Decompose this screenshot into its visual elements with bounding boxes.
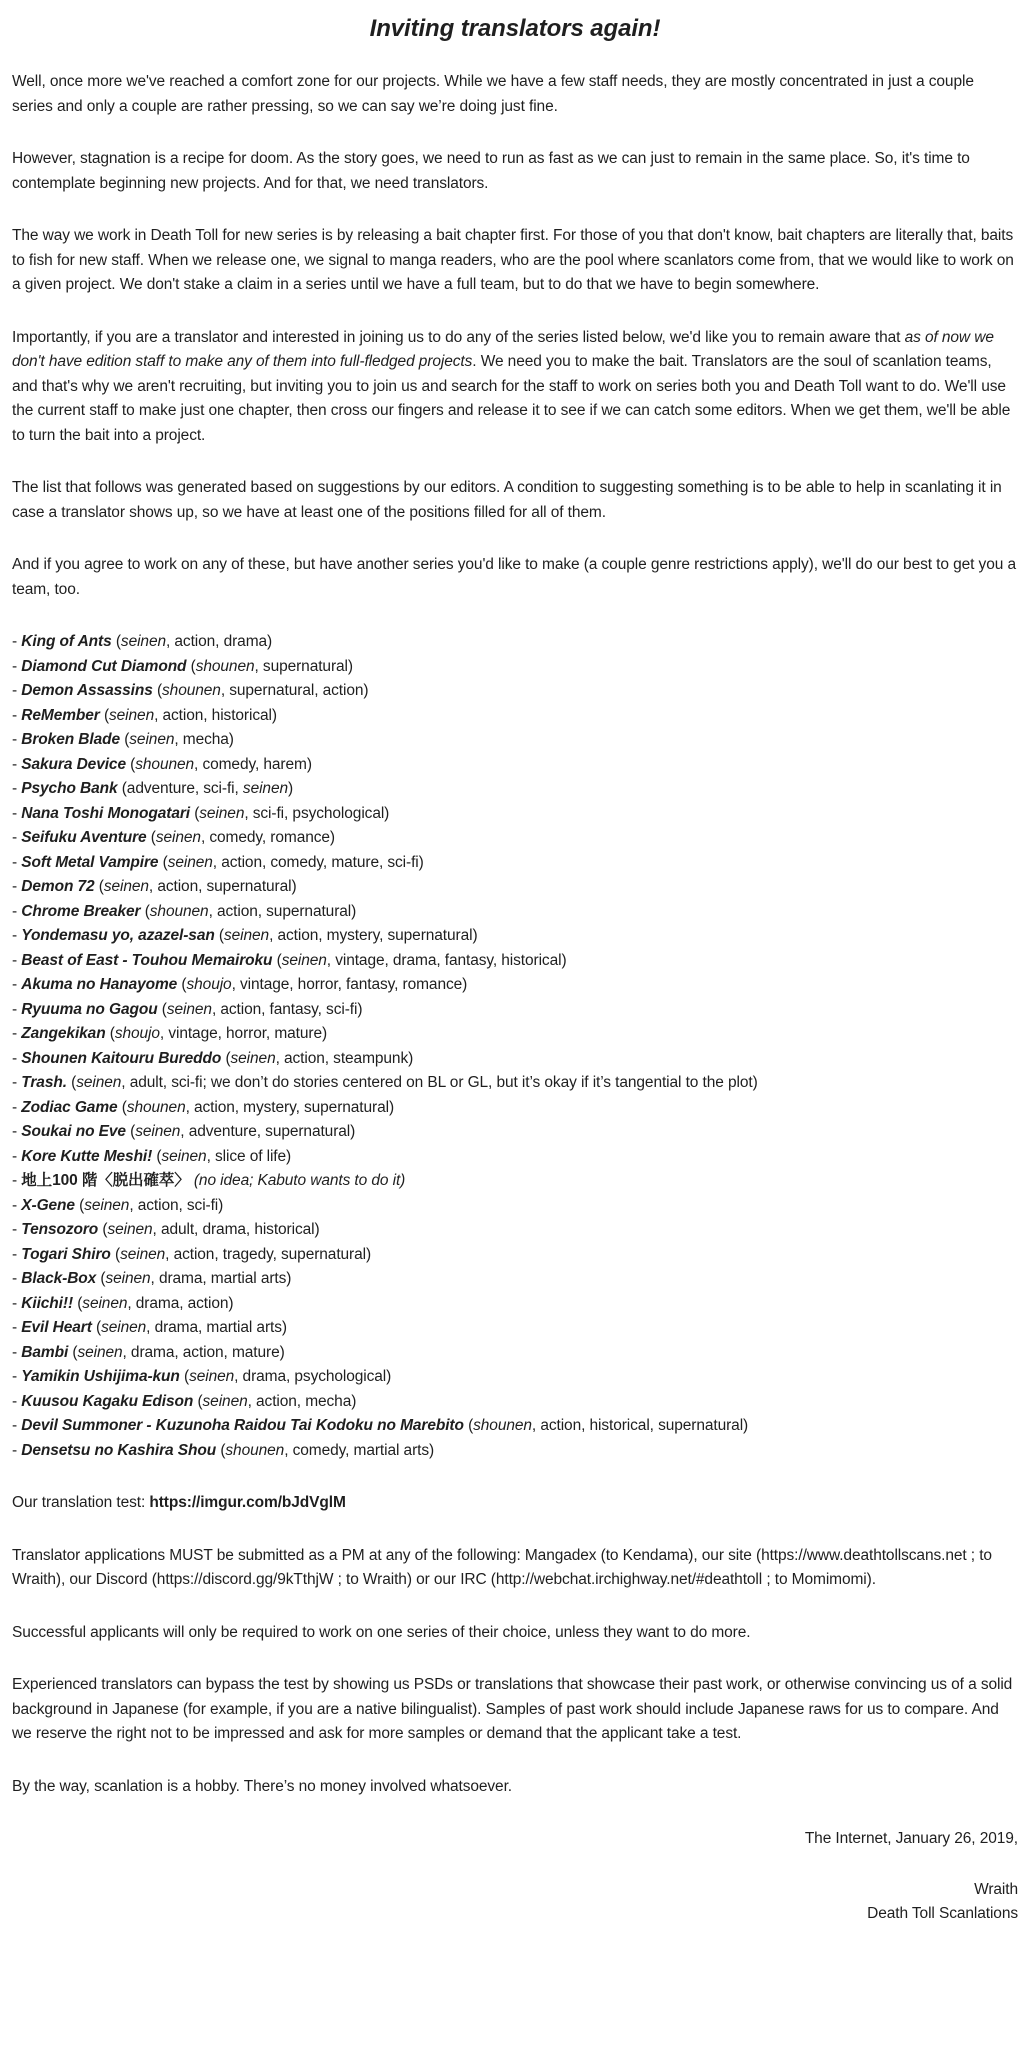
text-run: , action, fantasy, sci-fi)	[211, 1000, 363, 1018]
text-run: -	[12, 1000, 22, 1018]
text-run: (	[73, 1294, 83, 1312]
text-run: , action, historical, supernatural)	[531, 1417, 749, 1434]
genre-tag: seinen	[120, 1245, 166, 1263]
series-title: Devil Summoner - Kuzunoha Raidou Tai Kodoku no Marebito	[21, 1417, 464, 1434]
genre-tag: shounen	[135, 755, 195, 773]
list-item	[12, 1439, 1018, 1464]
genre-tag: seinen	[202, 1392, 248, 1410]
signature-date	[12, 1827, 1018, 1852]
list-item	[12, 655, 1018, 680]
series-title: Zangekikan	[21, 1025, 106, 1042]
series-title: Black-Box	[21, 1270, 97, 1287]
list-item	[12, 924, 1018, 949]
series-title: Yondemasu yo, azazel-san	[21, 927, 215, 944]
series-title: Densetsu no Kashira Shou	[21, 1441, 217, 1459]
text-run: -	[12, 731, 22, 748]
text-run: -	[12, 804, 22, 822]
text-run: (	[99, 706, 110, 724]
list-item	[12, 1365, 1018, 1390]
paragraph	[12, 70, 1018, 119]
text-run: , action, mystery, supernatural)	[269, 927, 478, 944]
list-item	[12, 973, 1018, 998]
genre-tag: shounen	[195, 657, 255, 675]
text-run: (	[214, 927, 224, 944]
text-run: , supernatural, action)	[220, 682, 369, 699]
series-title: Seifuku Aventure	[21, 829, 147, 846]
genre-tag: shounen	[473, 1417, 532, 1434]
genre-tag: seinen	[224, 927, 270, 944]
text-run: (	[125, 755, 136, 773]
text-run: (	[179, 1368, 190, 1385]
list-item	[12, 1096, 1018, 1121]
series-title: Togari Shiro	[21, 1245, 111, 1263]
list-item	[12, 1169, 1018, 1194]
text-run: (	[74, 1196, 85, 1214]
genre-tag: shounen	[162, 682, 221, 699]
text-run: , action, supernatural)	[148, 878, 297, 895]
series-title: Soft Metal Vampire	[21, 853, 159, 871]
paragraph	[12, 1544, 1018, 1593]
series-title: Trash.	[21, 1074, 67, 1091]
paragraph	[12, 147, 1018, 196]
text-run: -	[12, 853, 22, 871]
paragraph	[12, 476, 1018, 525]
text-run: , vintage, horror, mature)	[159, 1025, 328, 1042]
series-title: Tensozoro	[21, 1221, 99, 1238]
text-run: -	[12, 706, 22, 724]
series-title: Psycho Bank	[21, 780, 118, 797]
text-run: as of now we don't have edition staff to make any of them into full-fledged projects	[12, 328, 994, 370]
list-item	[12, 1390, 1018, 1415]
list-item	[12, 630, 1018, 655]
list-item	[12, 704, 1018, 729]
list-item	[12, 753, 1018, 778]
text-run: Experienced translators can bypass the test by showing us PSDs or translations that showcase their past work, or otherwise convincing us of a solid background in Japanese (for example, if you are a native bilingualist). Samples of past work should include Japanese raws for us to compare. And we reserve the right not to be impressed and ask for more samples or demand that the applicant take a test.	[12, 1676, 1013, 1742]
text-run: -	[12, 927, 22, 944]
genre-tag: seinen	[77, 1343, 123, 1361]
text-run: , adventure, supernatural)	[180, 1123, 356, 1140]
genre-tag: seinen	[135, 1123, 181, 1140]
series-title: Kore Kutte Meshi!	[21, 1147, 153, 1165]
paragraph	[12, 1775, 1018, 1800]
text-run: -	[12, 1294, 22, 1312]
text-run: (	[120, 731, 130, 748]
text-run: Our translation test:	[12, 1494, 150, 1511]
text-run: , drama, martial arts)	[146, 1319, 287, 1336]
text-run: (	[110, 1245, 121, 1263]
genre-tag: seinen	[82, 1294, 128, 1312]
list-item	[12, 1071, 1018, 1096]
list-item	[12, 1145, 1018, 1170]
list-item	[12, 949, 1018, 974]
series-title: ReMember	[21, 706, 100, 724]
list-item	[12, 1267, 1018, 1292]
series-title: Broken Blade	[21, 731, 120, 748]
text-run: -	[12, 1417, 22, 1434]
text-run: , drama, psychological)	[234, 1368, 392, 1385]
text-run: (	[146, 829, 156, 846]
list-item	[12, 826, 1018, 851]
text-run: (	[272, 951, 282, 969]
series-title: Demon Assassins	[21, 682, 153, 699]
text-run: -	[12, 1441, 22, 1459]
text-run: The list that follows was generated based on suggestions by our editors. A condition to suggesting something is to be able to help in scanlating it in case a translator shows up, so we have at least one of the positions filled for all of them.	[12, 479, 1002, 521]
text-run: , action, comedy, mature, sci-fi)	[212, 853, 424, 871]
text-run: , action, mecha)	[247, 1392, 357, 1410]
text-run: -	[12, 1392, 22, 1410]
text-run: However, stagnation is a recipe for doom. As the story goes, we need to run as fast as we can just to remain in the same place. So, it's time to contemplate beginning new projects. And for that, we need translators.	[12, 150, 970, 192]
text-run: -	[12, 1098, 22, 1116]
text-run: (	[157, 1000, 167, 1018]
genre-tag: shounen	[126, 1098, 186, 1116]
series-title: Soukai no Eve	[21, 1123, 126, 1140]
series-title: Bambi	[21, 1343, 69, 1361]
text-run: (	[221, 1049, 231, 1067]
signature-name	[12, 1878, 1018, 1903]
text-run: Death Toll Scanlations	[867, 1905, 1018, 1922]
series-title: Nana Toshi Monogatari	[21, 804, 190, 822]
text-run: (	[111, 633, 121, 650]
list-item	[12, 1218, 1018, 1243]
text-run: -	[12, 902, 22, 920]
genre-tag: seinen	[109, 706, 155, 724]
text-run: , action, sci-fi)	[129, 1196, 224, 1214]
text-run: , comedy, martial arts)	[284, 1441, 435, 1459]
text-run: (	[68, 1343, 78, 1361]
series-title: King of Ants	[21, 633, 112, 650]
text-run: (	[463, 1417, 474, 1434]
list-item	[12, 1341, 1018, 1366]
series-title: Sakura Device	[21, 755, 126, 773]
text-run: (	[216, 1441, 226, 1459]
paragraph	[12, 224, 1018, 298]
text-run: (	[91, 1319, 102, 1336]
paragraph	[12, 1621, 1018, 1646]
series-title: Evil Heart	[21, 1319, 92, 1336]
text-run: , action, tragedy, supernatural)	[165, 1245, 372, 1263]
genre-tag: seinen	[167, 853, 213, 871]
genre-tag: seinen	[107, 1221, 153, 1238]
text-run: The Internet, January 26, 2019,	[804, 1830, 1018, 1847]
text-run: , action, historical)	[154, 706, 277, 724]
genre-tag: seinen	[103, 878, 149, 895]
text-run: (	[158, 853, 168, 871]
text-run: (	[177, 976, 187, 993]
text-run: -	[12, 1172, 22, 1189]
series-title: Akuma no Hanayome	[21, 976, 178, 993]
text-run: -	[12, 780, 22, 797]
text-run: , mecha)	[174, 731, 234, 748]
text-run: )	[288, 780, 294, 797]
text-run: -	[12, 633, 22, 650]
text-run: , adult, drama, historical)	[152, 1221, 320, 1238]
text-run: Successful applicants will only be required to work on one series of their choice, unless they want to do more.	[12, 1623, 751, 1641]
text-run: (adventure, sci-fi,	[117, 780, 243, 797]
genre-tag: seinen	[189, 1368, 235, 1385]
text-run: (	[105, 1025, 115, 1042]
text-run: , sci-fi, psychological)	[244, 804, 390, 822]
series-title: Kuusou Kagaku Edison	[21, 1392, 194, 1410]
text-run: , action, mystery, supernatural)	[185, 1098, 395, 1116]
list-item	[12, 1316, 1018, 1341]
series-title: 地上100 階〈脱出確萃〉	[21, 1172, 190, 1189]
text-run: (	[152, 1147, 162, 1165]
series-title: Ryuuma no Gagou	[21, 1000, 158, 1018]
paragraph	[12, 326, 1018, 449]
text-run: , adult, sci-fi; we don’t do stories centered on BL or GL, but it’s okay if it’s tangential to the plot)	[121, 1074, 758, 1091]
text-run: , drama, action, mature)	[122, 1343, 285, 1361]
text-run: And if you agree to work on any of these, but have another series you'd like to make (a couple genre restrictions apply), we'll do our best to get you a team, too.	[12, 556, 1016, 598]
text-run: -	[12, 1319, 22, 1336]
text-run: -	[12, 1368, 22, 1385]
text-run: , slice of life)	[206, 1147, 292, 1165]
text-run: -	[12, 1147, 22, 1165]
genre-tag: seinen	[230, 1049, 276, 1067]
genre-tag: seinen	[281, 951, 327, 969]
genre-tag: seinen	[84, 1196, 130, 1214]
series-title: Shounen Kaitouru Bureddo	[21, 1049, 222, 1067]
text-run: (	[189, 804, 200, 822]
list-item	[12, 900, 1018, 925]
text-run: , vintage, horror, fantasy, romance)	[231, 976, 468, 993]
text-run: -	[12, 755, 22, 773]
text-run: (	[66, 1074, 77, 1091]
text-run: (	[125, 1123, 136, 1140]
list-item	[12, 1047, 1018, 1072]
text-run: , comedy, harem)	[194, 755, 312, 773]
text-run: (	[140, 902, 150, 920]
text-run: By the way, scanlation is a hobby. There’s no money involved whatsoever.	[12, 1777, 512, 1795]
genre-tag: seinen	[129, 731, 175, 748]
text-run: -	[12, 1245, 22, 1263]
text-run: -	[12, 1343, 22, 1361]
list-item	[12, 728, 1018, 753]
list-item	[12, 1243, 1018, 1268]
genre-tag: shounen	[225, 1441, 285, 1459]
text-run: -	[12, 951, 22, 969]
text-run: (	[98, 1221, 108, 1238]
list-item	[12, 851, 1018, 876]
paragraph	[12, 553, 1018, 602]
text-run: (	[96, 1270, 106, 1287]
list-item	[12, 875, 1018, 900]
text-run: (	[193, 1392, 203, 1410]
text-run: -	[12, 1074, 22, 1091]
text-run: -	[12, 1123, 22, 1140]
text-run: -	[12, 878, 22, 895]
list-item	[12, 1414, 1018, 1439]
text-run: , action, drama)	[166, 633, 273, 650]
text-run: . We need you to make the bait. Translators are the soul of scanlation teams, and that's why we aren't recruiting, but inviting you to join us and search for the staff to work on series both you and Death Toll want to do. We'll use the current staff to make just one chapter, then cross our fingers and release it to see if we can catch some editors. When we get them, we'll be able to turn the bait into a project.	[12, 353, 1011, 444]
text-run: -	[12, 829, 22, 846]
series-title: Zodiac Game	[21, 1098, 118, 1116]
page-title: Inviting translators again!	[369, 15, 661, 42]
genre-tag: seinen	[166, 1000, 212, 1018]
text-run: -	[12, 1049, 22, 1067]
genre-tag: seinen	[105, 1270, 151, 1287]
text-run: (	[152, 682, 163, 699]
text-run: , action, steampunk)	[275, 1049, 414, 1067]
text-run: -	[12, 1270, 22, 1287]
text-run: -	[12, 682, 22, 699]
text-run: -	[12, 976, 22, 993]
genre-tag: seinen	[155, 829, 201, 846]
genre-tag: seinen	[242, 780, 288, 797]
genre-tag: seinen	[120, 633, 166, 650]
text-run: , supernatural)	[254, 657, 353, 675]
text-run: -	[12, 657, 22, 675]
text-run: -	[12, 1221, 22, 1238]
list-item	[12, 1292, 1018, 1317]
list-item	[12, 998, 1018, 1023]
list-item	[12, 777, 1018, 802]
text-run: -	[12, 1025, 22, 1042]
text-run: , vintage, drama, fantasy, historical)	[326, 951, 567, 969]
list-item	[12, 802, 1018, 827]
list-item	[12, 1120, 1018, 1145]
series-title: Diamond Cut Diamond	[21, 657, 187, 675]
signature-team	[12, 1902, 1018, 1927]
text-run: The way we work in Death Toll for new series is by releasing a bait chapter first. For those of you that don't know, bait chapters are literally that, baits to fish for new staff. When we release one, we signal to manga readers, who are the pool where scanlators come from, that we would like to work on a given project. We don't stake a claim in a series until we have a full team, but to do that we have to begin somewhere.	[12, 227, 1014, 293]
text-run: , drama, action)	[127, 1294, 234, 1312]
genre-tag: seinen	[101, 1319, 147, 1336]
genre-tag: (no idea; Kabuto wants to do it)	[193, 1172, 406, 1189]
paragraph	[12, 1673, 1018, 1747]
list-item	[12, 1194, 1018, 1219]
text-run: , drama, martial arts)	[150, 1270, 292, 1287]
text-run: , action, supernatural)	[208, 902, 357, 920]
genre-tag: shoujo	[114, 1025, 160, 1042]
genre-tag: shoujo	[186, 976, 232, 993]
text-run: Translator applications MUST be submitted as a PM at any of the following: Mangadex (to Kendama), our site (https://www.deathtollscans.net ; to Wraith), our Discord (https://discord.gg/9kTthjW ; to Wraith) or our IRC (http://webchat.irchighway.net/#deathtoll ; to Momimomi).	[12, 1546, 992, 1588]
text-run: Well, once more we've reached a comfort zone for our projects. While we have a few staff needs, they are mostly concentrated in just a couple series and only a couple are rather pressing, so we can say we’re doing just fine.	[12, 73, 974, 115]
text-run: , comedy, romance)	[200, 829, 335, 846]
text-run: -	[12, 1196, 22, 1214]
text-run: (	[186, 657, 196, 675]
series-title: Chrome Breaker	[21, 902, 141, 920]
series-title: X-Gene	[21, 1196, 75, 1214]
series-title: Beast of East - Touhou Memairoku	[21, 951, 273, 969]
text-run: Wraith	[974, 1880, 1018, 1898]
document-body	[12, 70, 1018, 1927]
paragraph	[12, 1491, 1018, 1516]
list-item	[12, 1022, 1018, 1047]
series-title: Demon 72	[21, 878, 95, 895]
text-run: (	[94, 878, 104, 895]
genre-tag: seinen	[76, 1074, 122, 1091]
series-title: Yamikin Ushijima-kun	[21, 1368, 180, 1385]
text-run: Importantly, if you are a translator and interested in joining us to do any of the series listed below, we'd like you to remain aware that	[12, 328, 905, 346]
genre-tag: seinen	[161, 1147, 207, 1165]
url-text: https://imgur.com/bJdVglM	[149, 1494, 346, 1511]
series-title: Kiichi!!	[21, 1294, 74, 1312]
genre-tag: shounen	[149, 902, 209, 920]
genre-tag: seinen	[199, 804, 245, 822]
list-item	[12, 679, 1018, 704]
text-run: (	[117, 1098, 127, 1116]
